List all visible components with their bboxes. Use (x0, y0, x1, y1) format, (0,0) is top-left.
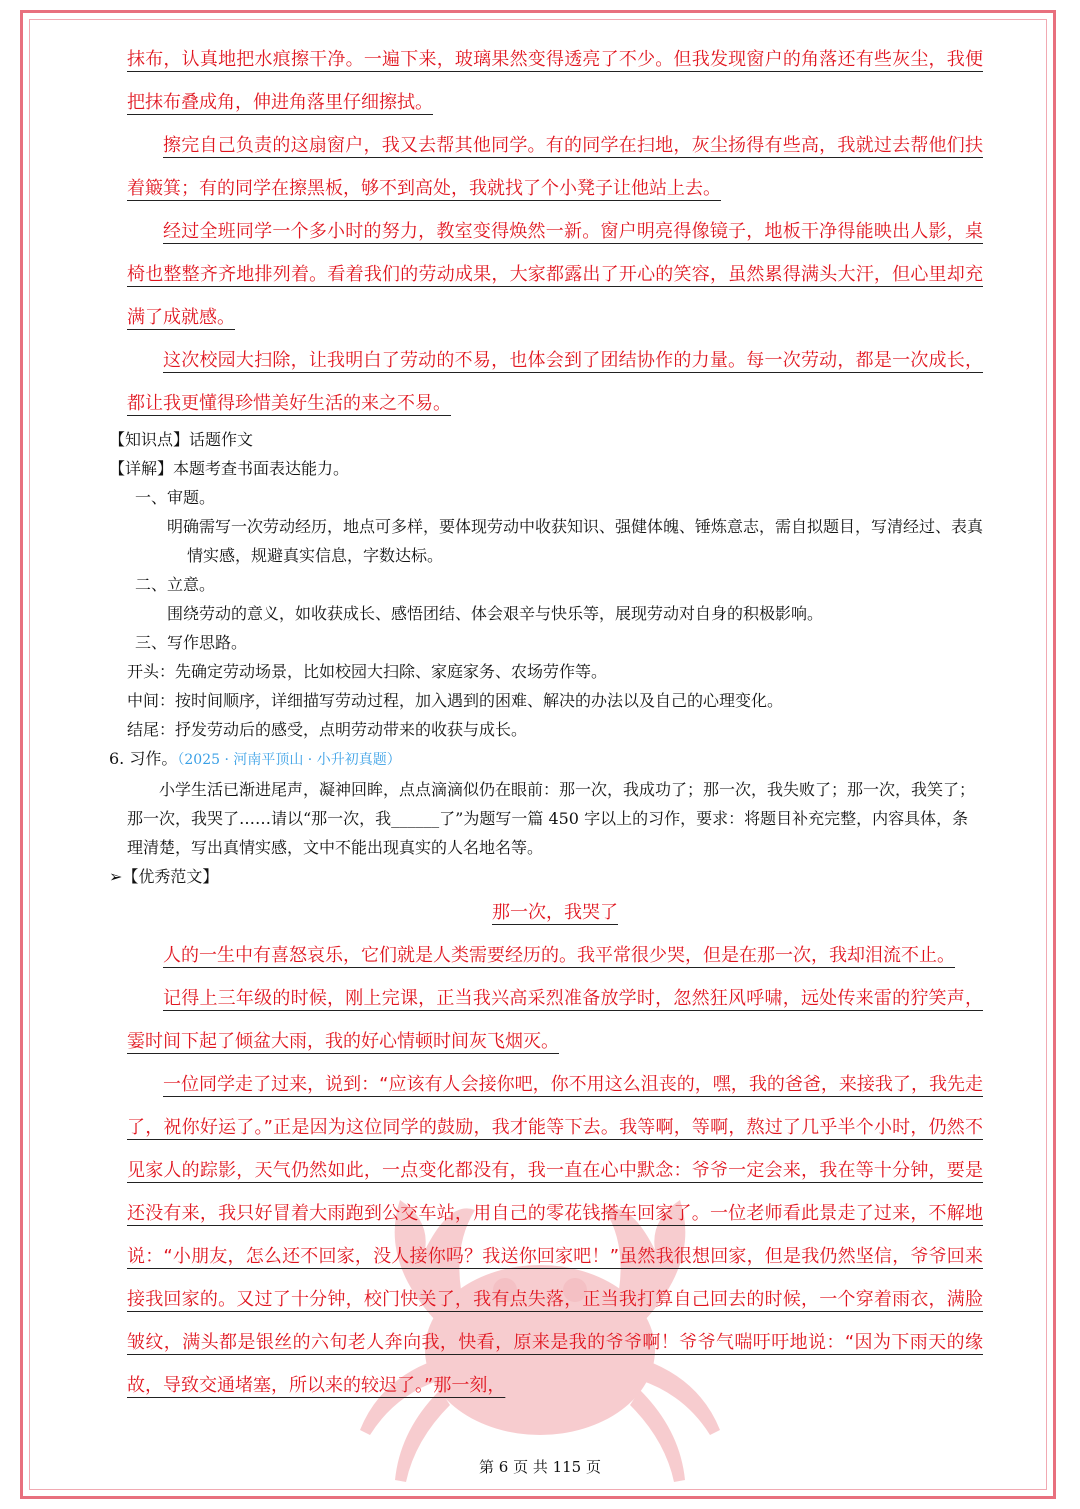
detail-intro: 【详解】本题考查书面表达能力。 (109, 459, 350, 478)
essay1-paragraph-1: 抹布，认真地把水痕擦干净。一遍下来，玻璃果然变得透亮了不少。但我发现窗户的角落还有些灰尘，我便把抹布叠成角，伸进角落里仔细擦拭。 (127, 49, 983, 113)
page-content (109, 38, 984, 1407)
essay1-paragraph-3: 经过全班同学一个多小时的努力，教室变得焕然一新。窗户明亮得像镜子，地板干净得能映出人影，桌椅也整整齐齐地排列着。看着我们的劳动成果，大家都露出了开心的笑容，虽然累得满头大汗，但心里却充满了成就感。 (127, 221, 983, 328)
model-essay-label: ➢【优秀范文】 (109, 867, 219, 886)
question-source: （2025 · 河南平顶山 · 小升初真题） (177, 752, 401, 768)
section-2-text: 围绕劳动的意义，如收获成长、感悟团结、体会艰辛与快乐等，展现劳动对自身的积极影响。 (167, 604, 824, 623)
page-footer: 第 6 页 共 115 页 (478, 1458, 601, 1476)
writing-ending: 结尾：抒发劳动后的感受，点明劳动带来的收获与成长。 (127, 720, 528, 739)
essay2-title: 那一次，我哭了 (492, 902, 618, 923)
essay2-paragraph-3: 一位同学走了过来，说到：“应该有人会接你吧，你不用这么沮丧的，嘿，我的爸爸，来接我了，我先走了，祝你好运了。”正是因为这位同学的鼓励，我才能等下去。我等啊，等啊，熬过了几乎半个小时，仍然不见家人的踪影，天气仍然如此，一点变化都没有，我一直在心中默念：爷爷一定会来，我在等十分钟，要是还没有来，我只好冒着大雨跑到公交车站，用自己的零花钱搭车回家了。一位老师看此景走了过来，不解地说：“小朋友，怎么还不回家，没人接你吗？我送你回家吧！”虽然我很想回家，但是我仍然坚信，爷爷回来接我回家的。又过了十分钟，校门快关了，我有点失落，正当我打算自己回去的时候，一个穿着雨衣，满脸皱纹，满头都是银丝的六旬老人奔向我，快看，原来是我的爷爷啊！爷爷气喘吁吁地说：“因为下雨天的缘故，导致交通堵塞，所以来的较迟了。”那一刻， (127, 1074, 983, 1396)
section-2-title: 二、立意。 (135, 575, 216, 594)
knowledge-point: 【知识点】话题作文 (109, 430, 254, 449)
essay2-paragraph-2: 记得上三年级的时候，刚上完课，正当我兴高采烈准备放学时，忽然狂风呼啸，远处传来雷的狞笑声，霎时间下起了倾盆大雨，我的好心情顿时间灰飞烟灭。 (127, 988, 983, 1052)
essay2-paragraph-1: 人的一生中有喜怒哀乐，它们就是人类需要经历的。我平常很少哭，但是在那一次，我却泪流不止。 (163, 945, 955, 966)
section-1-title: 一、审题。 (135, 488, 216, 507)
writing-opening: 开头：先确定劳动场景，比如校园大扫除、家庭家务、农场劳作等。 (127, 662, 608, 681)
question-number: 6. (109, 749, 125, 768)
essay1-paragraph-4: 这次校园大扫除，让我明白了劳动的不易，也体会到了团结协作的力量。每一次劳动，都是一次成长，都让我更懂得珍惜美好生活的来之不易。 (127, 350, 983, 414)
question-label: 习作。 (129, 749, 178, 768)
question-text: 小学生活已渐进尾声，凝神回眸，点点滴滴似仍在眼前：那一次，我成功了；那一次，我失败了；那一次，我笑了；那一次，我哭了……请以“那一次，我______了”为题写一篇 450 字以上的习作，要求：将题目补充完整，内容具体，条理清楚，写出真情实感，文中不能出现真实的人名地名等。 (127, 780, 976, 857)
section-3-title: 三、写作思路。 (135, 633, 248, 652)
essay1-paragraph-2: 擦完自己负责的这扇窗户，我又去帮其他同学。有的同学在扫地，灰尘扬得有些高，我就过去帮他们扶着簸箕；有的同学在擦黑板，够不到高处，我就找了个小凳子让他站上去。 (127, 135, 983, 199)
question-header (109, 744, 983, 775)
writing-middle: 中间：按时间顺序，详细描写劳动过程，加入遇到的困难、解决的办法以及自己的心理变化。 (127, 691, 784, 710)
section-1-text: 明确需写一次劳动经历，地点可多样，要体现劳动中收获知识、强健体魄、锤炼意志，需自拟题目，写清经过、表真情实感，规避真实信息，字数达标。 (167, 517, 984, 565)
